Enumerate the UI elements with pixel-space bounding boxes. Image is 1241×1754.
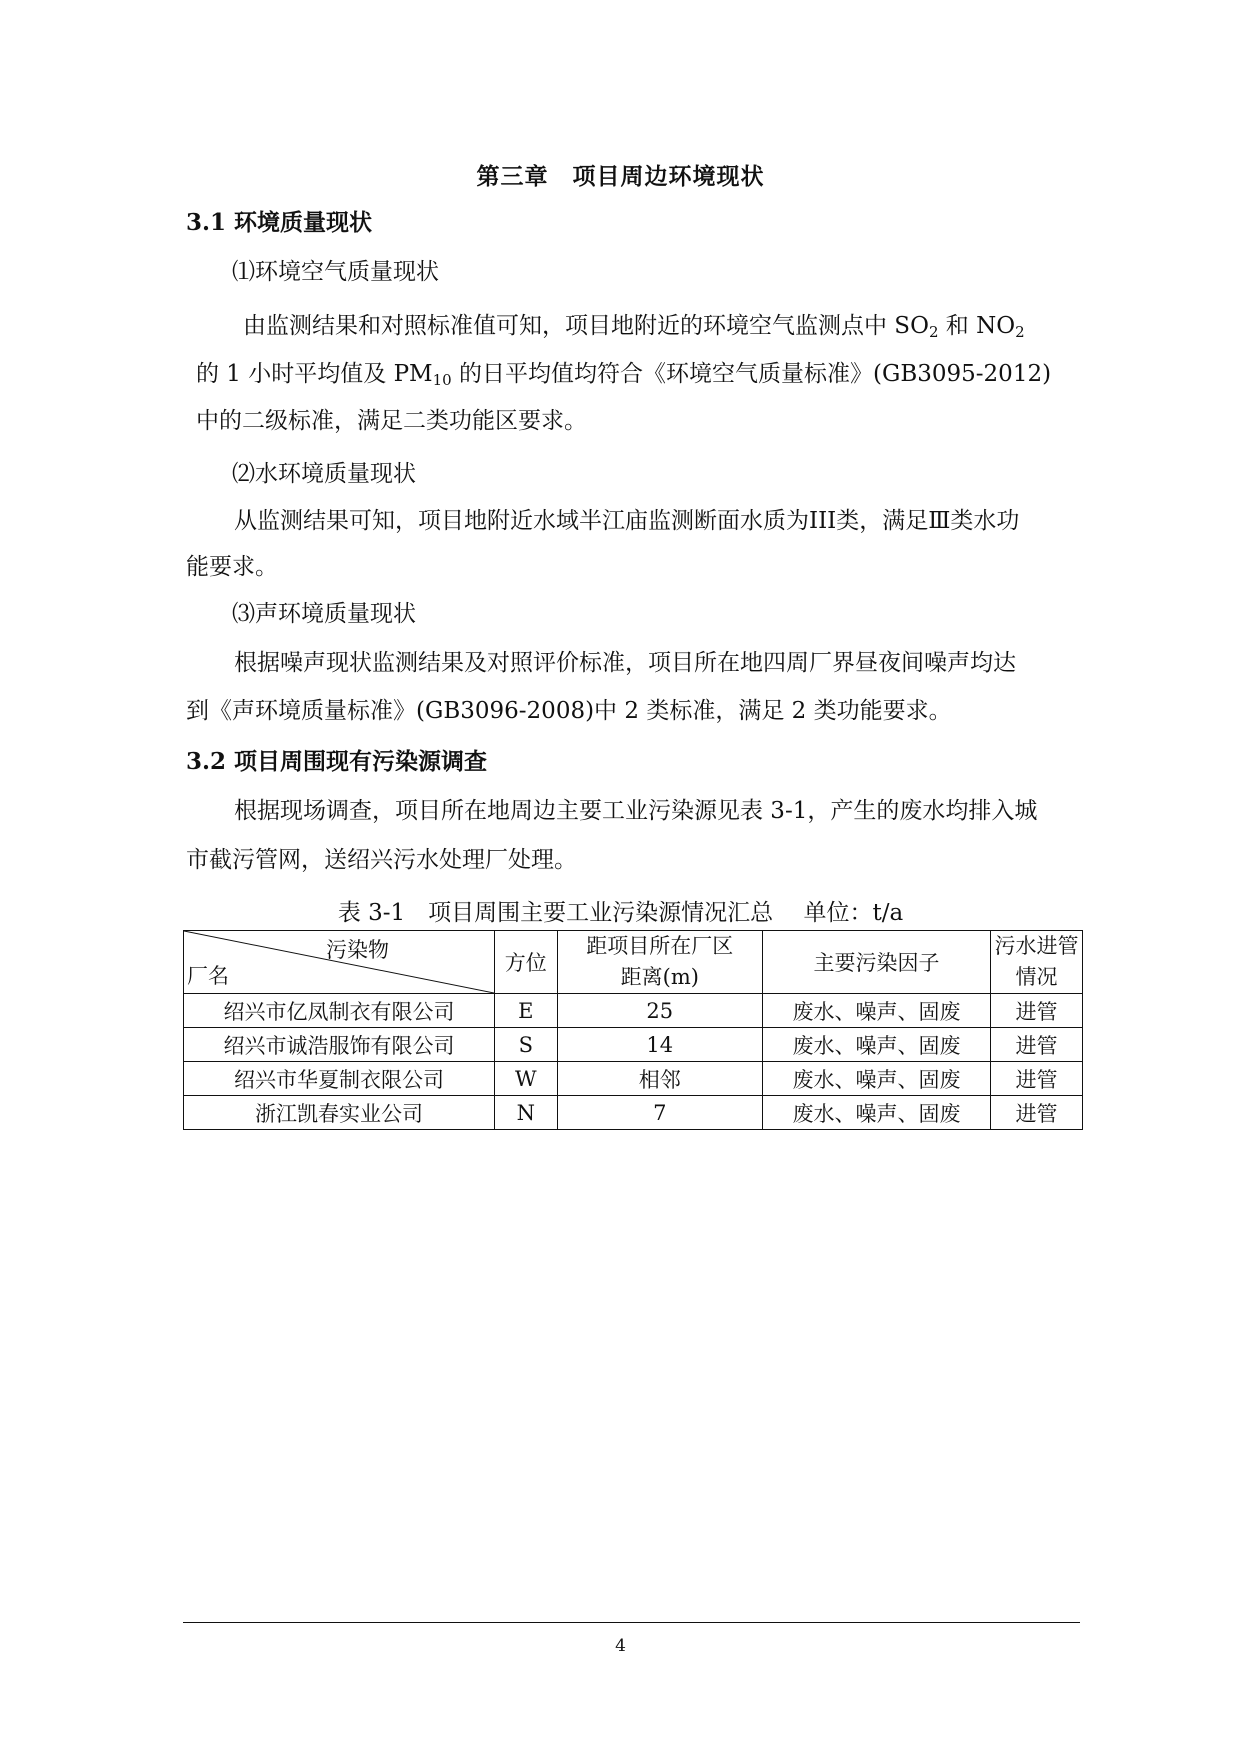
table-row — [184, 1028, 1083, 1062]
cell-distance: 7 — [557, 1096, 762, 1130]
cell-direction: S — [495, 1028, 558, 1062]
table-row — [184, 994, 1083, 1028]
table-row — [184, 1062, 1083, 1096]
table-row — [184, 1096, 1083, 1130]
cell-name: 浙江凯春实业公司 — [184, 1096, 495, 1130]
cell-name: 绍兴市诚浩服饰有限公司 — [184, 1028, 495, 1062]
cell-distance: 相邻 — [557, 1062, 762, 1096]
water-quality-line-1: 从监测结果可知，项目地附近水域半江庙监测断面水质为III类，满足Ⅲ类水功 — [234, 508, 1020, 534]
cell-distance: 25 — [557, 994, 762, 1028]
header-pollutant: 污染物 — [326, 938, 390, 962]
chapter-title: 第三章 项目周边环境现状 — [476, 163, 765, 190]
pollution-source-table — [183, 930, 1083, 1130]
cell-factors: 废水、噪声、固废 — [763, 1062, 991, 1096]
header-sewage: 污水进管 情况 — [991, 931, 1083, 994]
cell-name: 绍兴市亿凤制衣有限公司 — [184, 994, 495, 1028]
cell-sewage: 进管 — [991, 994, 1083, 1028]
pollution-survey-line-2: 市截污管网，送绍兴污水处理厂处理。 — [186, 847, 577, 873]
water-quality-line-2: 能要求。 — [186, 554, 278, 580]
cell-name: 绍兴市华夏制衣限公司 — [184, 1062, 495, 1096]
table-caption: 表 3-1 项目周围主要工业污染源情况汇总 单位：t/a — [337, 900, 904, 926]
table-header-row — [184, 931, 1083, 994]
cell-sewage: 进管 — [991, 1062, 1083, 1096]
footer-divider — [183, 1622, 1080, 1623]
diagonal-header-cell — [184, 931, 495, 994]
cell-factors: 废水、噪声、固废 — [763, 994, 991, 1028]
page-number: 4 — [615, 1636, 626, 1656]
water-quality-title: ⑵水环境质量现状 — [232, 461, 416, 487]
cell-direction: E — [495, 994, 558, 1028]
air-quality-line-3: 中的二级标准，满足二类功能区要求。 — [196, 408, 587, 434]
header-factors: 主要污染因子 — [763, 931, 991, 994]
section-heading-3-1: 3.1 环境质量现状 — [186, 209, 373, 236]
pollution-survey-line-1: 根据现场调查，项目所在地周边主要工业污染源见表 3-1，产生的废水均排入城 — [234, 798, 1038, 824]
air-quality-line-1: 由监测结果和对照标准值可知，项目地附近的环境空气监测点中 $SO_2$ 和 $NO_2$ — [243, 313, 1025, 341]
header-distance: 距项目所在厂区 距离(m) — [557, 931, 762, 994]
air-quality-line-2: 的 1 小时平均值及 $PM_{10}$ 的日平均值均符合《环境空气质量标准》(GB3095-2012) — [196, 361, 1052, 389]
noise-quality-line-2: 到《声环境质量标准》(GB3096-2008)中 2 类标准，满足 2 类功能要求。 — [186, 698, 952, 724]
cell-sewage: 进管 — [991, 1028, 1083, 1062]
section-heading-3-2: 3.2 项目周围现有污染源调查 — [186, 748, 488, 775]
cell-distance: 14 — [557, 1028, 762, 1062]
air-quality-title: ⑴环境空气质量现状 — [232, 259, 439, 285]
noise-quality-title: ⑶声环境质量现状 — [232, 601, 416, 627]
cell-direction: N — [495, 1096, 558, 1130]
header-factory-name: 厂名 — [187, 964, 229, 988]
cell-sewage: 进管 — [991, 1096, 1083, 1130]
noise-quality-line-1: 根据噪声现状监测结果及对照评价标准，项目所在地四周厂界昼夜间噪声均达 — [234, 650, 1016, 676]
cell-direction: W — [495, 1062, 558, 1096]
cell-factors: 废水、噪声、固废 — [763, 1096, 991, 1130]
cell-factors: 废水、噪声、固废 — [763, 1028, 991, 1062]
header-direction: 方位 — [495, 931, 558, 994]
